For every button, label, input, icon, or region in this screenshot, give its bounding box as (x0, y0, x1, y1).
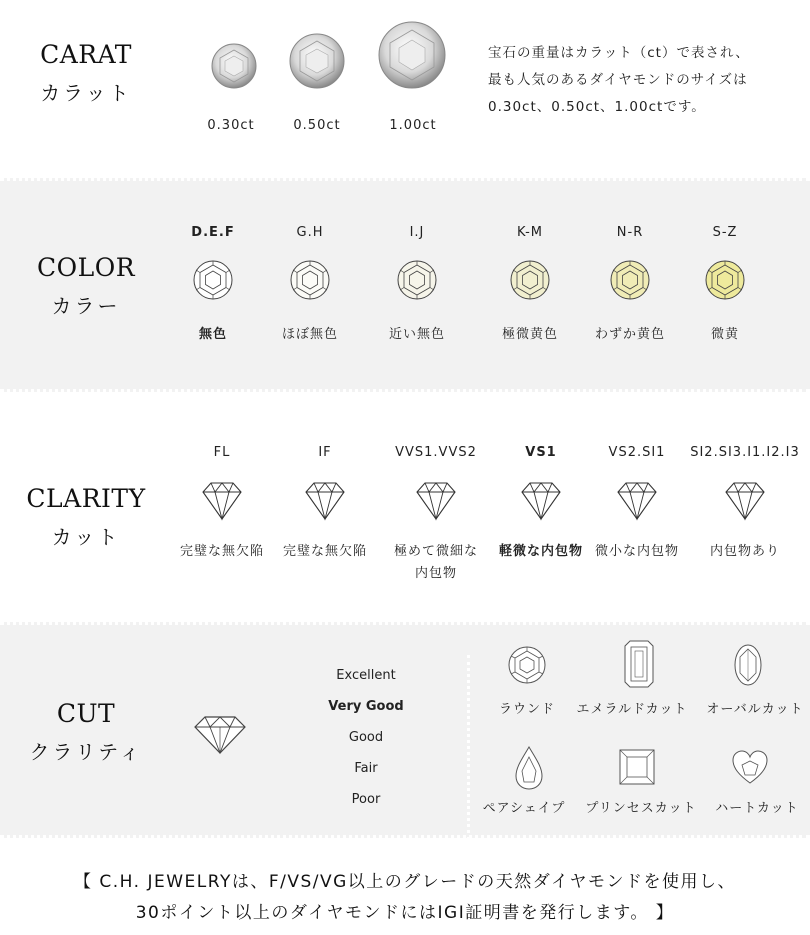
clarity-grade-code: IF (318, 445, 332, 460)
clarity-title-en: CLARITY (26, 484, 146, 513)
heart-shape-icon (731, 749, 769, 785)
cut-divider (467, 655, 470, 840)
clarity-grade-desc: 軽微な内包物 (498, 544, 584, 559)
clarity-section (0, 389, 810, 621)
cut-grade-highlight: Very Good (328, 699, 404, 714)
diamond-side-view-icon (201, 481, 243, 521)
clarity-title-jp: カット (51, 525, 121, 549)
carat-title-en: CARAT (40, 40, 132, 69)
color-grade-desc: 微黄 (710, 327, 740, 342)
shape-label: ハートカット (715, 801, 799, 816)
footer-line: 【 C.H. JEWELRYは、F/VS/VG以上のグレードの天然ダイヤモンドを使用し、 (74, 872, 736, 892)
oval-shape-icon (733, 643, 763, 687)
round-diamond-color-icon (396, 259, 438, 301)
color-grade-code: S-Z (712, 225, 738, 240)
clarity-title (0, 484, 176, 550)
color-grade-code: N-R (616, 225, 644, 240)
round-diamond-color-icon (192, 259, 234, 301)
color-grade-code: K-M (516, 225, 544, 240)
round-diamond-color-icon (609, 259, 651, 301)
clarity-grade-desc: 完璧な無欠陥 (282, 544, 368, 559)
carat-size-label: 0.50ct (293, 118, 341, 133)
diamond-1-00ct-icon (377, 20, 447, 90)
color-grade-desc: 近い無色 (388, 327, 446, 342)
carat-description-line: 最も人気のあるダイヤモンドのサイズは (488, 72, 748, 88)
carat-section (0, 0, 810, 178)
cut-grade: Poor (351, 792, 381, 807)
diamond-side-view-icon (415, 481, 457, 521)
clarity-grade-desc: 完璧な無欠陥 (179, 544, 265, 559)
clarity-grade-desc: 内包物あり (709, 544, 781, 559)
color-grade-desc: わずか黄色 (594, 327, 666, 342)
carat-size-label: 1.00ct (389, 118, 437, 133)
princess-shape-icon (618, 748, 656, 786)
shape-label: オーバルカット (706, 702, 804, 717)
color-section (0, 178, 810, 392)
shape-label: プリンセスカット (585, 801, 697, 816)
round-diamond-color-icon (289, 259, 331, 301)
cut-grade: Good (348, 730, 384, 745)
carat-description-line: 0.30ct、0.50ct、1.00ctです。 (488, 99, 706, 115)
carat-description (488, 40, 750, 121)
color-grade-code: I.J (409, 225, 425, 240)
diamond-side-view-icon (616, 481, 658, 521)
cut-grade: Fair (354, 761, 378, 776)
clarity-grade-code: FL (213, 445, 231, 460)
cut-title-en: CUT (56, 699, 116, 728)
cut-section (0, 622, 810, 838)
shape-label: ペアシェイプ (482, 801, 566, 816)
diamond-side-view-icon (520, 481, 562, 521)
shape-label: ラウンド (498, 702, 556, 717)
clarity-grade-desc: 内包物 (414, 566, 458, 581)
cut-title (0, 699, 176, 765)
color-grade-desc: 無色 (198, 327, 228, 342)
color-grade-desc: ほぼ無色 (281, 327, 339, 342)
diamond-0-50ct-icon (288, 32, 346, 90)
carat-title (0, 40, 176, 106)
cut-grade: Excellent (336, 668, 396, 683)
shape-label: エメラルドカット (576, 702, 688, 717)
round-diamond-color-icon (509, 259, 551, 301)
color-title-en: COLOR (36, 253, 136, 282)
footer-note (0, 867, 810, 929)
carat-title-jp: カラット (40, 81, 132, 105)
cut-title-jp: クラリティ (29, 740, 143, 764)
clarity-grade-desc: 微小な内包物 (594, 544, 680, 559)
color-title-jp: カラー (51, 294, 121, 318)
diamond-side-view-icon (304, 481, 346, 521)
diamond-0-30ct-icon (210, 42, 258, 90)
clarity-grade-desc: 極めて微細な (393, 544, 479, 559)
color-grade-desc: 極微黄色 (501, 327, 559, 342)
round-shape-icon (507, 645, 547, 685)
diamond-side-view-icon (193, 715, 247, 755)
clarity-grade-code: VS1 (525, 445, 557, 460)
clarity-grade-code: VS2.SI1 (608, 445, 666, 460)
emerald-shape-icon (623, 639, 655, 689)
diamond-side-view-icon (724, 481, 766, 521)
carat-description-line: 宝石の重量はカラット（ct）で表され、 (488, 45, 750, 61)
color-title (0, 253, 176, 319)
clarity-grade-code: VVS1.VVS2 (395, 445, 477, 460)
clarity-grade-code: SI2.SI3.I1.I2.I3 (690, 445, 800, 460)
carat-size-label: 0.30ct (207, 118, 255, 133)
color-grade-code: D.E.F (191, 225, 235, 240)
round-diamond-color-icon (704, 259, 746, 301)
color-grade-code: G.H (296, 225, 324, 240)
pear-shape-icon (514, 745, 544, 791)
footer-line: 30ポイント以上のダイヤモンドにはIGI証明書を発行します。 】 (135, 903, 675, 923)
